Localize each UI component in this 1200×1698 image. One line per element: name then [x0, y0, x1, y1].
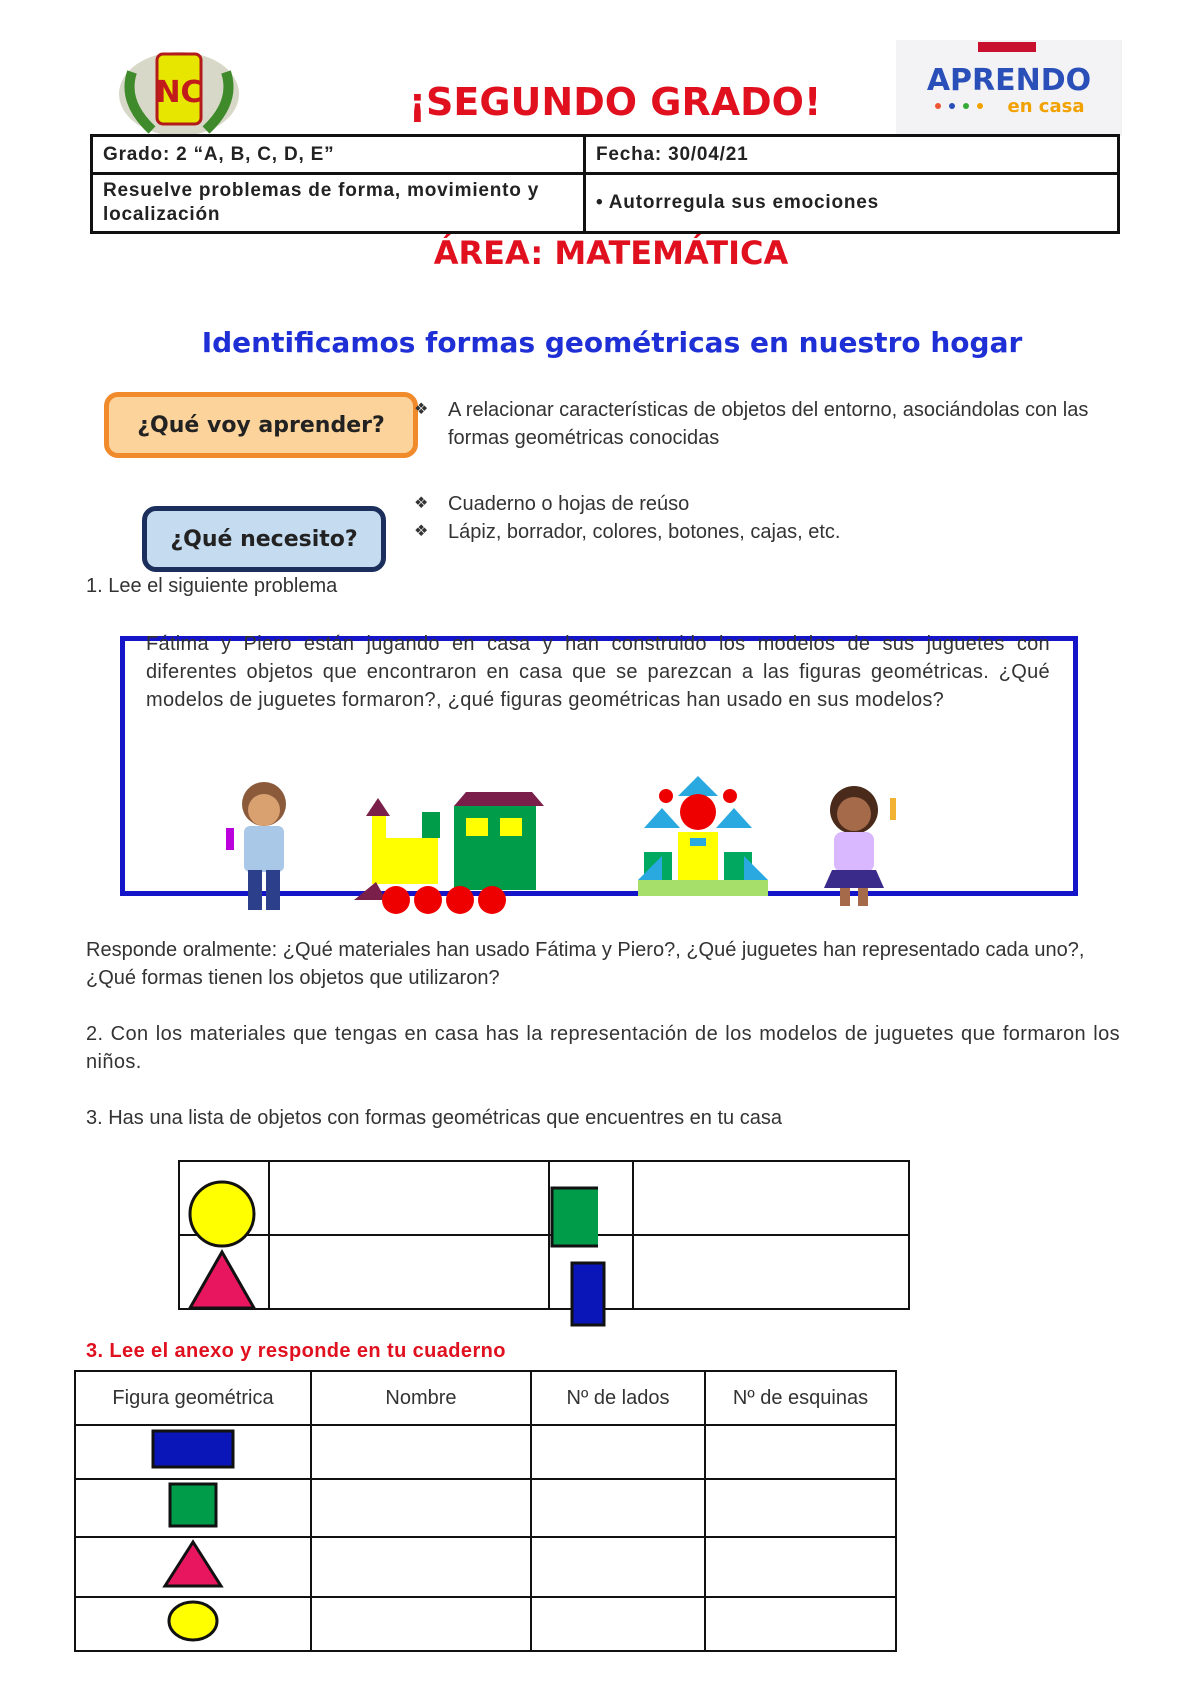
diamond-bullet-icon: ❖: [414, 401, 429, 418]
info-table: [90, 134, 1120, 234]
col-header-corners: Nº de esquinas: [705, 1371, 896, 1425]
yellow-circle-shape: [166, 1599, 220, 1643]
col-header-figure: Figura geométrica: [75, 1371, 311, 1425]
answer-cell[interactable]: [311, 1597, 531, 1651]
learn-item: [414, 396, 1104, 452]
list-shapes: [178, 1176, 598, 1326]
figure-cell: [75, 1425, 311, 1479]
competency-cell: Resuelve problemas de forma, movimiento y localización: [92, 174, 585, 233]
write-cell[interactable]: [633, 1161, 909, 1235]
learn-text: A relacionar características de objetos del entorno, asociándolas con las formas geométricas conocidas: [448, 399, 1089, 449]
attitude-cell: • Autorregula sus emociones: [584, 174, 1118, 233]
figure-cell: [75, 1597, 311, 1651]
date-cell: Fecha: 30/04/21: [584, 136, 1118, 174]
figure-cell: [75, 1479, 311, 1537]
answer-cell[interactable]: [705, 1597, 896, 1651]
step-1: 1. Lee el siguiente problema: [86, 575, 338, 597]
geometric-figures-table: [74, 1370, 897, 1652]
answer-cell[interactable]: [311, 1425, 531, 1479]
illustration-row: [214, 776, 974, 916]
need-item: ❖ Lápiz, borrador, colores, botones, cajas, etc.: [414, 518, 1104, 546]
blue-rectangle-shape: [150, 1427, 236, 1471]
table-row: [75, 1479, 896, 1537]
problem-text: Fátima y Piero están jugando en casa y han construido los modelos de sus juguetes con diferentes objetos que encontraron en casa que se parezcan a las figuras geométricas. ¿Qué modelos de juguetes formaron?, ¿qué figuras geométricas han usado en sus modelos?: [146, 633, 1050, 711]
step-3: 3. Has una lista de objetos con formas geométricas que encuentres en tu casa: [86, 1107, 782, 1129]
answer-cell[interactable]: [531, 1537, 705, 1597]
what-do-i-need-badge: ¿Qué necesito?: [142, 506, 386, 572]
answer-cell[interactable]: [311, 1537, 531, 1597]
figure-cell: [75, 1537, 311, 1597]
answer-cell[interactable]: [311, 1479, 531, 1537]
annex-heading: 3. Lee el anexo y responde en tu cuaderno: [86, 1340, 506, 1362]
blue-rectangle-vertical: [568, 1260, 608, 1328]
table-row: [75, 1537, 896, 1597]
answer-cell[interactable]: [705, 1537, 896, 1597]
need-item: ❖ Cuaderno o hojas de reúso: [414, 490, 1104, 518]
svg-text:APRENDO: APRENDO: [926, 63, 1092, 98]
svg-text:en casa: en casa: [1007, 96, 1085, 117]
yellow-circle-shape: [190, 1182, 254, 1246]
answer-cell[interactable]: [705, 1425, 896, 1479]
col-header-name: Nombre: [311, 1371, 531, 1425]
page-title: ¡SEGUNDO GRADO!: [408, 80, 822, 124]
col-header-sides: Nº de lados: [531, 1371, 705, 1425]
green-square-shape: [167, 1481, 219, 1529]
answer-cell[interactable]: [531, 1479, 705, 1537]
pink-triangle-shape: [190, 1252, 254, 1308]
green-square-shape: [552, 1188, 598, 1246]
clown-illustration: [638, 776, 768, 896]
what-will-i-learn-badge: ¿Qué voy aprender?: [104, 392, 418, 458]
answer-cell[interactable]: [705, 1479, 896, 1537]
svg-text:NC: NC: [155, 75, 203, 110]
table-row: [75, 1597, 896, 1651]
table-row: [75, 1425, 896, 1479]
respond-orally: Responde oralmente: ¿Qué materiales han usado Fátima y Piero?, ¿Qué juguetes han representado cada uno?, ¿Qué formas tienen los objetos que utilizaron?: [86, 939, 1085, 989]
answer-cell[interactable]: [531, 1425, 705, 1479]
pink-triangle-shape: [162, 1539, 224, 1589]
write-cell[interactable]: [633, 1235, 909, 1309]
activity-title: Identificamos formas geométricas en nuestro hogar: [201, 326, 1023, 359]
girl-illustration: [824, 786, 896, 906]
answer-cell[interactable]: [531, 1597, 705, 1651]
need-list: [414, 490, 1104, 546]
diamond-bullet-icon: ❖: [414, 523, 429, 540]
step-2: 2. Con los materiales que tengas en casa has la representación de los modelos de juguetes que formaron los niños.: [86, 1023, 1120, 1073]
boy-illustration: [226, 782, 286, 910]
area-heading: ÁREA: MATEMÁTICA: [433, 234, 789, 272]
train-illustration: [354, 792, 544, 914]
diamond-bullet-icon: ❖: [414, 495, 429, 512]
grade-cell: Grado: 2 “A, B, C, D, E”: [92, 136, 585, 174]
